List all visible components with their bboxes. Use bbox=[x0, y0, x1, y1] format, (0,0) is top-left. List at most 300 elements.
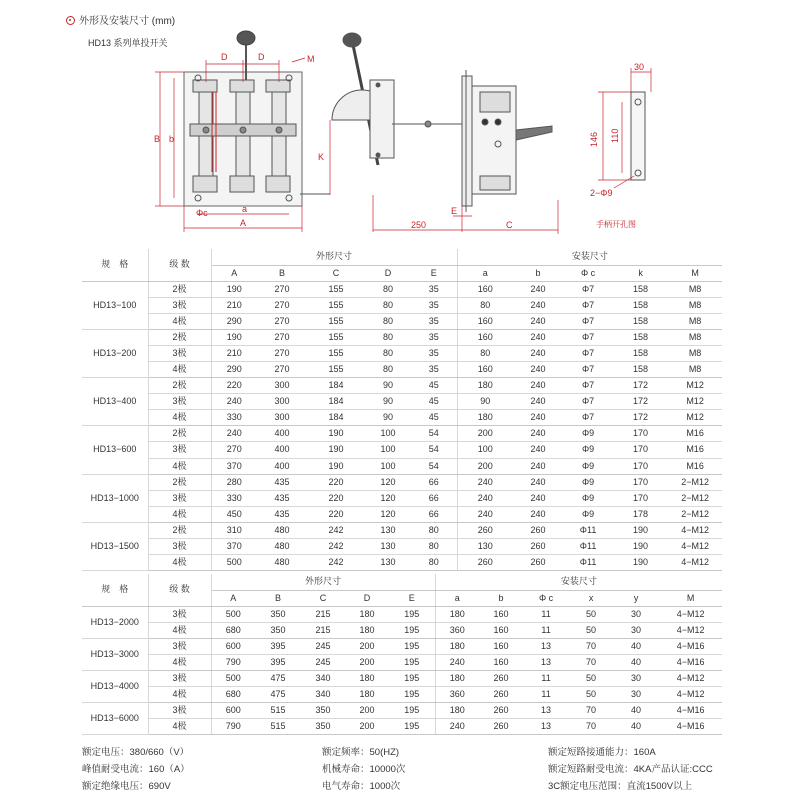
value-cell: 195 bbox=[389, 670, 435, 686]
value-cell: 270 bbox=[257, 313, 307, 329]
value-cell: 170 bbox=[613, 442, 668, 458]
poles-cell: 3极 bbox=[148, 297, 211, 313]
value-cell: 450 bbox=[211, 506, 257, 522]
value-cell: 4−M16 bbox=[659, 638, 722, 654]
value-cell: 240 bbox=[211, 394, 257, 410]
col-header-8: x bbox=[569, 590, 613, 606]
handle-mechanism-view bbox=[300, 33, 465, 194]
value-cell: 155 bbox=[307, 361, 365, 377]
value-cell: 680 bbox=[211, 686, 255, 702]
value-cell: 80 bbox=[365, 361, 411, 377]
value-cell: 80 bbox=[411, 539, 457, 555]
value-cell: M8 bbox=[668, 361, 722, 377]
value-cell: 500 bbox=[211, 606, 255, 622]
col-header-6: b bbox=[513, 265, 563, 281]
value-cell: 480 bbox=[257, 539, 307, 555]
col-header-10: M bbox=[659, 590, 722, 606]
value-cell: 240 bbox=[513, 474, 563, 490]
value-cell: 80 bbox=[365, 281, 411, 297]
value-cell: 240 bbox=[457, 474, 513, 490]
value-cell: 184 bbox=[307, 394, 365, 410]
poles-cell: 3极 bbox=[148, 394, 211, 410]
dim-label-b: b bbox=[169, 134, 175, 144]
value-cell: 300 bbox=[257, 410, 307, 426]
value-cell: 184 bbox=[307, 378, 365, 394]
value-cell: 260 bbox=[513, 555, 563, 571]
poles-cell: 4极 bbox=[148, 458, 211, 474]
value-cell: 500 bbox=[211, 670, 255, 686]
table2-header bbox=[82, 574, 722, 606]
value-cell: 50 bbox=[569, 622, 613, 638]
value-cell: 54 bbox=[411, 442, 457, 458]
poles-cell: 4极 bbox=[148, 719, 211, 735]
value-cell: 50 bbox=[569, 670, 613, 686]
value-cell: 70 bbox=[569, 654, 613, 670]
value-cell: 13 bbox=[523, 719, 569, 735]
table-row bbox=[82, 719, 722, 735]
value-cell: 30 bbox=[613, 670, 659, 686]
value-cell: 160 bbox=[457, 361, 513, 377]
value-cell: 180 bbox=[457, 410, 513, 426]
value-cell: Φ11 bbox=[563, 522, 613, 538]
value-cell: 80 bbox=[365, 329, 411, 345]
value-cell: 515 bbox=[255, 719, 301, 735]
value-cell: 35 bbox=[411, 313, 457, 329]
spec-name-cell: HD13−600 bbox=[82, 426, 148, 474]
value-cell: 300 bbox=[257, 394, 307, 410]
value-cell: 158 bbox=[613, 313, 668, 329]
value-cell: 158 bbox=[613, 361, 668, 377]
value-cell: Φ9 bbox=[563, 458, 613, 474]
value-cell: 54 bbox=[411, 426, 457, 442]
value-cell: 240 bbox=[457, 490, 513, 506]
table-row bbox=[82, 297, 722, 313]
value-cell: 240 bbox=[513, 394, 563, 410]
value-cell: 4−M12 bbox=[668, 539, 722, 555]
value-cell: 200 bbox=[345, 719, 389, 735]
value-cell: 11 bbox=[523, 622, 569, 638]
value-cell: 240 bbox=[513, 426, 563, 442]
value-cell: 180 bbox=[345, 670, 389, 686]
value-cell: 260 bbox=[479, 719, 523, 735]
col-header-1: B bbox=[255, 590, 301, 606]
spec-name-cell: HD13−200 bbox=[82, 329, 148, 377]
value-cell: 330 bbox=[211, 410, 257, 426]
value-cell: 160 bbox=[479, 638, 523, 654]
value-cell: 600 bbox=[211, 703, 255, 719]
value-cell: Φ7 bbox=[563, 313, 613, 329]
poles-cell: 4极 bbox=[148, 410, 211, 426]
value-cell: M12 bbox=[668, 378, 722, 394]
value-cell: 395 bbox=[255, 654, 301, 670]
dim-label-30: 30 bbox=[634, 62, 645, 72]
value-cell: 240 bbox=[435, 719, 479, 735]
value-cell: 270 bbox=[257, 361, 307, 377]
value-cell: 790 bbox=[211, 654, 255, 670]
series-subtitle: HD13 系列单投开关 bbox=[88, 38, 168, 48]
dim-label-E: E bbox=[451, 206, 458, 216]
value-cell: 2−M12 bbox=[668, 490, 722, 506]
value-cell: 360 bbox=[435, 686, 479, 702]
table-row bbox=[82, 378, 722, 394]
value-cell: 195 bbox=[389, 719, 435, 735]
value-cell: 11 bbox=[523, 686, 569, 702]
value-cell: 130 bbox=[365, 539, 411, 555]
value-cell: 30 bbox=[613, 606, 659, 622]
value-cell: 50 bbox=[569, 686, 613, 702]
value-cell: 280 bbox=[211, 474, 257, 490]
value-cell: 190 bbox=[211, 329, 257, 345]
value-cell: 160 bbox=[479, 654, 523, 670]
table-row bbox=[82, 458, 722, 474]
col-header-0: A bbox=[211, 590, 255, 606]
col-header-9: M bbox=[668, 265, 722, 281]
value-cell: 45 bbox=[411, 394, 457, 410]
value-cell: Φ7 bbox=[563, 297, 613, 313]
poles-cell: 3极 bbox=[148, 703, 211, 719]
value-cell: 270 bbox=[211, 442, 257, 458]
poles-cell: 2极 bbox=[148, 281, 211, 297]
table-row bbox=[82, 442, 722, 458]
value-cell: 350 bbox=[301, 719, 345, 735]
spec-table-large bbox=[82, 574, 722, 735]
value-cell: 260 bbox=[457, 522, 513, 538]
rated-voltage: 额定电压：380/660（V） bbox=[82, 747, 190, 758]
spec-name-cell: HD13−6000 bbox=[82, 703, 148, 735]
value-cell: M12 bbox=[668, 394, 722, 410]
value-cell: 160 bbox=[457, 329, 513, 345]
col-spec-header: 规 格 bbox=[82, 574, 148, 606]
value-cell: 260 bbox=[513, 522, 563, 538]
table-row bbox=[82, 638, 722, 654]
value-cell: 90 bbox=[365, 378, 411, 394]
value-cell: 90 bbox=[365, 410, 411, 426]
value-cell: 158 bbox=[613, 329, 668, 345]
value-cell: 35 bbox=[411, 345, 457, 361]
value-cell: 180 bbox=[457, 378, 513, 394]
side-view bbox=[462, 70, 552, 212]
value-cell: 240 bbox=[211, 426, 257, 442]
value-cell: Φ7 bbox=[563, 329, 613, 345]
electrical-life: 电气寿命：1000次 bbox=[322, 781, 401, 792]
dim-label-B: B bbox=[154, 134, 161, 144]
value-cell: M16 bbox=[668, 426, 722, 442]
table-row bbox=[82, 522, 722, 538]
peak-withstand-current: 峰值耐受电流：160（A） bbox=[82, 764, 190, 775]
dim-label-a: a bbox=[242, 204, 248, 214]
value-cell: 4−M12 bbox=[659, 606, 722, 622]
value-cell: 172 bbox=[613, 410, 668, 426]
value-cell: 155 bbox=[307, 329, 365, 345]
value-cell: 600 bbox=[211, 638, 255, 654]
table-row bbox=[82, 313, 722, 329]
value-cell: 180 bbox=[435, 638, 479, 654]
value-cell: 340 bbox=[301, 670, 345, 686]
value-cell: 480 bbox=[257, 555, 307, 571]
handle-hole-diagram bbox=[631, 92, 645, 180]
col-group-install-dimensions: 安装尺寸 bbox=[457, 249, 722, 265]
value-cell: 80 bbox=[365, 345, 411, 361]
value-cell: 100 bbox=[365, 442, 411, 458]
value-cell: 190 bbox=[613, 522, 668, 538]
table2-body bbox=[82, 606, 722, 735]
value-cell: 160 bbox=[457, 281, 513, 297]
value-cell: Φ7 bbox=[563, 410, 613, 426]
value-cell: 80 bbox=[457, 345, 513, 361]
col-header-7: Φ c bbox=[523, 590, 569, 606]
poles-cell: 4极 bbox=[148, 654, 211, 670]
value-cell: 90 bbox=[365, 394, 411, 410]
value-cell: 100 bbox=[365, 426, 411, 442]
spec-name-cell: HD13−2000 bbox=[82, 606, 148, 638]
value-cell: 215 bbox=[301, 606, 345, 622]
dim-label-110: 110 bbox=[610, 128, 620, 143]
value-cell: Φ7 bbox=[563, 361, 613, 377]
value-cell: M8 bbox=[668, 281, 722, 297]
value-cell: 13 bbox=[523, 638, 569, 654]
value-cell: 160 bbox=[457, 313, 513, 329]
value-cell: 400 bbox=[257, 458, 307, 474]
spec-name-cell: HD13−1000 bbox=[82, 474, 148, 522]
value-cell: 35 bbox=[411, 329, 457, 345]
value-cell: Φ9 bbox=[563, 490, 613, 506]
value-cell: 4−M12 bbox=[659, 686, 722, 702]
value-cell: 190 bbox=[307, 442, 365, 458]
value-cell: 70 bbox=[569, 719, 613, 735]
table-row bbox=[82, 394, 722, 410]
value-cell: 240 bbox=[513, 458, 563, 474]
value-cell: 240 bbox=[513, 378, 563, 394]
value-cell: 200 bbox=[345, 703, 389, 719]
value-cell: 100 bbox=[457, 442, 513, 458]
dim-label-D-left: D bbox=[221, 52, 228, 62]
value-cell: 80 bbox=[457, 297, 513, 313]
value-cell: 11 bbox=[523, 670, 569, 686]
value-cell: 80 bbox=[365, 313, 411, 329]
value-cell: 180 bbox=[345, 686, 389, 702]
value-cell: 240 bbox=[513, 410, 563, 426]
value-cell: 475 bbox=[255, 686, 301, 702]
value-cell: 4−M12 bbox=[659, 622, 722, 638]
value-cell: 40 bbox=[613, 638, 659, 654]
value-cell: 200 bbox=[457, 458, 513, 474]
value-cell: M8 bbox=[668, 329, 722, 345]
value-cell: Φ9 bbox=[563, 442, 613, 458]
value-cell: 270 bbox=[257, 345, 307, 361]
col-header-4: E bbox=[411, 265, 457, 281]
value-cell: 45 bbox=[411, 410, 457, 426]
rated-frequency: 额定频率：50(HZ) bbox=[322, 747, 400, 758]
col-header-1: B bbox=[257, 265, 307, 281]
value-cell: 2−M12 bbox=[668, 506, 722, 522]
value-cell: 30 bbox=[613, 686, 659, 702]
value-cell: 195 bbox=[389, 622, 435, 638]
poles-cell: 3极 bbox=[148, 539, 211, 555]
table-row bbox=[82, 329, 722, 345]
value-cell: 40 bbox=[613, 654, 659, 670]
col-group-outer-dimensions: 外形尺寸 bbox=[211, 574, 435, 590]
table-row bbox=[82, 670, 722, 686]
value-cell: 475 bbox=[255, 670, 301, 686]
short-circuit-withstand-current: 额定短路耐受电流：4KA产品认证:CCC bbox=[548, 764, 713, 775]
poles-cell: 2极 bbox=[148, 426, 211, 442]
value-cell: 4−M16 bbox=[659, 703, 722, 719]
col-header-3: D bbox=[365, 265, 411, 281]
value-cell: Φ9 bbox=[563, 506, 613, 522]
value-cell: 200 bbox=[457, 426, 513, 442]
col-header-0: A bbox=[211, 265, 257, 281]
value-cell: 242 bbox=[307, 522, 365, 538]
value-cell: 195 bbox=[389, 703, 435, 719]
value-cell: Φ11 bbox=[563, 539, 613, 555]
value-cell: 54 bbox=[411, 458, 457, 474]
poles-cell: 4极 bbox=[148, 506, 211, 522]
table-row bbox=[82, 606, 722, 622]
value-cell: 155 bbox=[307, 345, 365, 361]
dim-label-M: M bbox=[307, 54, 315, 64]
poles-cell: 3极 bbox=[148, 638, 211, 654]
spec-table-small bbox=[82, 249, 722, 571]
value-cell: 2−M12 bbox=[668, 474, 722, 490]
value-cell: 4−M16 bbox=[659, 719, 722, 735]
handle-hole-caption: 手柄开孔图 bbox=[596, 220, 636, 229]
poles-cell: 4极 bbox=[148, 555, 211, 571]
value-cell: 180 bbox=[345, 606, 389, 622]
mechanical-life: 机械寿命：10000次 bbox=[322, 764, 406, 775]
value-cell: Φ7 bbox=[563, 345, 613, 361]
col-poles-header: 级 数 bbox=[148, 574, 211, 606]
value-cell: 515 bbox=[255, 703, 301, 719]
value-cell: 4−M12 bbox=[659, 670, 722, 686]
value-cell: 80 bbox=[411, 555, 457, 571]
value-cell: 170 bbox=[613, 426, 668, 442]
value-cell: Φ11 bbox=[563, 555, 613, 571]
col-header-9: y bbox=[613, 590, 659, 606]
value-cell: 270 bbox=[257, 281, 307, 297]
value-cell: 160 bbox=[479, 622, 523, 638]
value-cell: 170 bbox=[613, 474, 668, 490]
dim-label-146: 146 bbox=[589, 131, 599, 147]
table-row bbox=[82, 474, 722, 490]
value-cell: 35 bbox=[411, 297, 457, 313]
value-cell: 245 bbox=[301, 654, 345, 670]
col-spec-header: 规 格 bbox=[82, 249, 148, 281]
value-cell: 155 bbox=[307, 281, 365, 297]
value-cell: 370 bbox=[211, 539, 257, 555]
value-cell: 200 bbox=[345, 638, 389, 654]
value-cell: 220 bbox=[307, 490, 365, 506]
value-cell: 35 bbox=[411, 361, 457, 377]
value-cell: 158 bbox=[613, 297, 668, 313]
value-cell: 195 bbox=[389, 686, 435, 702]
value-cell: 310 bbox=[211, 522, 257, 538]
col-header-7: Φ c bbox=[563, 265, 613, 281]
value-cell: 350 bbox=[255, 606, 301, 622]
table1-header bbox=[82, 249, 722, 281]
value-cell: 155 bbox=[307, 313, 365, 329]
value-cell: 480 bbox=[257, 522, 307, 538]
col-header-8: k bbox=[613, 265, 668, 281]
value-cell: 190 bbox=[613, 555, 668, 571]
value-cell: 350 bbox=[255, 622, 301, 638]
value-cell: 4−M12 bbox=[668, 522, 722, 538]
value-cell: 80 bbox=[411, 522, 457, 538]
value-cell: 240 bbox=[513, 506, 563, 522]
value-cell: 180 bbox=[435, 670, 479, 686]
dim-label-holes: 2−Φ9 bbox=[590, 188, 613, 198]
table-row bbox=[82, 539, 722, 555]
poles-cell: 2极 bbox=[148, 329, 211, 345]
value-cell: 40 bbox=[613, 703, 659, 719]
value-cell: 70 bbox=[569, 703, 613, 719]
value-cell: 160 bbox=[479, 606, 523, 622]
table-row bbox=[82, 345, 722, 361]
value-cell: 220 bbox=[307, 474, 365, 490]
value-cell: 190 bbox=[307, 426, 365, 442]
value-cell: 4−M12 bbox=[668, 555, 722, 571]
poles-cell: 4极 bbox=[148, 686, 211, 702]
value-cell: 240 bbox=[513, 345, 563, 361]
value-cell: 260 bbox=[513, 539, 563, 555]
value-cell: M16 bbox=[668, 458, 722, 474]
spec-name-cell: HD13−1500 bbox=[82, 522, 148, 570]
value-cell: 290 bbox=[211, 313, 257, 329]
value-cell: 340 bbox=[301, 686, 345, 702]
value-cell: 120 bbox=[365, 490, 411, 506]
value-cell: Φ9 bbox=[563, 474, 613, 490]
value-cell: 220 bbox=[307, 506, 365, 522]
section-title-text: 外形及安装尺寸 (mm) bbox=[79, 16, 176, 27]
value-cell: 260 bbox=[479, 670, 523, 686]
value-cell: 130 bbox=[365, 555, 411, 571]
value-cell: 172 bbox=[613, 378, 668, 394]
value-cell: M8 bbox=[668, 313, 722, 329]
value-cell: 178 bbox=[613, 506, 668, 522]
table-row bbox=[82, 703, 722, 719]
value-cell: M8 bbox=[668, 345, 722, 361]
value-cell: 500 bbox=[211, 555, 257, 571]
value-cell: 70 bbox=[569, 638, 613, 654]
table-row bbox=[82, 686, 722, 702]
value-cell: 400 bbox=[257, 442, 307, 458]
value-cell: 170 bbox=[613, 490, 668, 506]
value-cell: 50 bbox=[569, 606, 613, 622]
value-cell: 195 bbox=[389, 654, 435, 670]
dimension-drawing bbox=[0, 0, 800, 245]
value-cell: 155 bbox=[307, 297, 365, 313]
value-cell: 240 bbox=[435, 654, 479, 670]
value-cell: Φ7 bbox=[563, 394, 613, 410]
col-header-2: C bbox=[301, 590, 345, 606]
col-header-5: a bbox=[435, 590, 479, 606]
dim-label-C: C bbox=[506, 220, 513, 230]
value-cell: 435 bbox=[257, 506, 307, 522]
value-cell: 66 bbox=[411, 474, 457, 490]
value-cell: 11 bbox=[523, 606, 569, 622]
value-cell: 242 bbox=[307, 539, 365, 555]
value-cell: M8 bbox=[668, 297, 722, 313]
spec-name-cell: HD13−400 bbox=[82, 378, 148, 426]
col-header-3: D bbox=[345, 590, 389, 606]
value-cell: 180 bbox=[435, 703, 479, 719]
value-cell: 130 bbox=[457, 539, 513, 555]
value-cell: 35 bbox=[411, 281, 457, 297]
value-cell: 190 bbox=[307, 458, 365, 474]
value-cell: 4−M16 bbox=[659, 654, 722, 670]
poles-cell: 3极 bbox=[148, 345, 211, 361]
value-cell: 190 bbox=[613, 539, 668, 555]
value-cell: 80 bbox=[365, 297, 411, 313]
